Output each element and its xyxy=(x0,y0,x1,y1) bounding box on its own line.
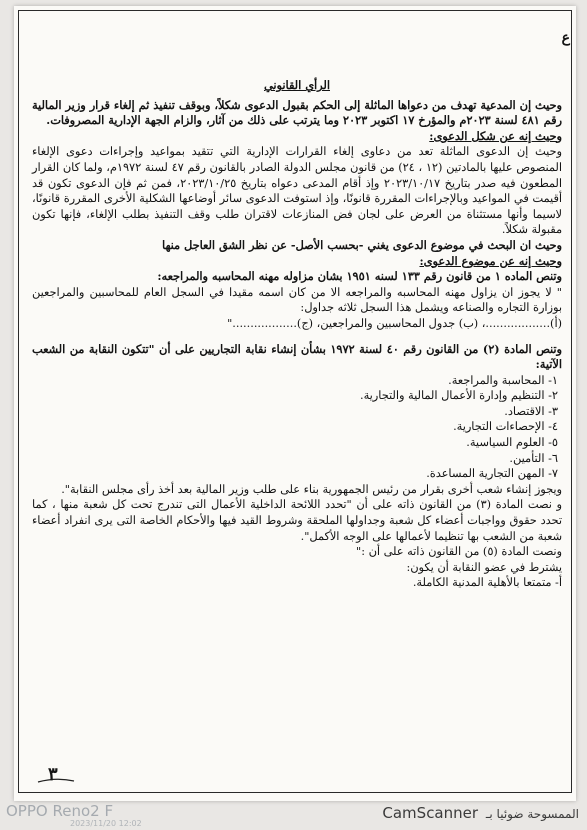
list-item: ٣- الاقتصاد. xyxy=(504,404,558,418)
paragraph-law-133: " لا يجوز ان يزاول مهنه المحاسبه والمراجعه الا من كان اسمه مقيدا في السجل العام للمحاسبين والمراجعين بوزارة التجاره والصناعه ويشمل هذا السجل ثلاثه جداول: xyxy=(32,285,562,315)
corner-mark: ع xyxy=(561,30,570,46)
list-item: ٧- المهن التجارية المساعدة. xyxy=(426,467,558,481)
paragraph-condition-a: أ- متمتعا بالأهلية المدنية الكاملة. xyxy=(412,576,562,590)
paragraph-conditions: يشترط في عضو النقابة أن يكون: xyxy=(406,560,562,574)
heading-law-40: وتنص المادة (٢) من القانون رقم ٤٠ لسنة ١٩٧٢ بشأن إنشاء نقابة التجاريين على أن "تتكون النقابة من الشعب الآتية: xyxy=(32,341,562,372)
page-number: ٣ xyxy=(48,764,58,785)
heading-subject: وحيث إنه عن موضوع الدعوى: xyxy=(419,253,562,268)
list-item: ٦- التأمين. xyxy=(509,451,558,465)
paragraph-claim: وحيث إن المدعية تهدف من دعواها الماثلة إلى الحكم بقبول الدعوى شكلاً، وبوقف تنفيذ ثم إلغاء قرار وزير المالية رقم ٤٨١ لسنة ٢٠٢٣م والمؤرخ ١٧ اكتوبر ٢٠٢٣ وما يترتب على ذلك من آثار، والزام الجهة الإدارية المصروفات. xyxy=(32,97,562,128)
list-item: ٥- العلوم السياسية. xyxy=(466,436,558,450)
list-item: ٢- التنظيم وإدارة الأعمال المالية والتجارية. xyxy=(360,389,558,403)
section-heading: الرأي القانوني xyxy=(263,78,330,92)
device-watermark: OPPO Reno2 F xyxy=(6,802,114,820)
paragraph-article-3: و نصت المادة (٣) من القانون ذاته على أن "تحدد اللائحة الداخلية الأعمال التى تندرج تحت كل شعبة منها ، كما تحدد حقوق وواجبات أعضاء كل شعبة وجداولها الملحقة وشروط القيد فيها والأحكام الخاصة التى يرى انفراد أعضاء شعبة من الشعب بها تنظيما لأعمالها على الوجه الأكمل". xyxy=(32,498,562,543)
heading-form: وحيث إنه عن شكل الدعوى: xyxy=(429,128,562,143)
heading-urgent: وحيث ان البحث في موضوع الدعوى يغني -بحسب الأصل- عن نظر الشق العاجل منها xyxy=(162,237,562,252)
heading-law-133: وتنص الماده ١ من قانون رقم ١٣٣ لسنه ١٩٥١ بشان مزاوله مهنه المحاسبه والمراجعه: xyxy=(157,269,562,284)
scanner-text: الممسوحة ضوئيا بـ xyxy=(485,807,579,821)
paragraph-form: وحيث إن الدعوى الماثلة تعد من دعاوى إلغاء القرارات الإدارية التي تتقيد بمواعيد وإجراءات دعوى الإلغاء المنصوص عليها بالمادتين (١٢ ، ٢٤) من قانون مجلس الدولة الصادر بالقانون رقم ٤٧ لسنة ١٩٧٢م، ولما كان القرار المطعون فيه صدر بتاريخ ٢٠٢٣/١٠/١٧ وإذ أقام المدعى دعواه بتاريخ ٢٠٢٣/١٠/٢٥، فمن ثم فإن الدعوى تكون قد أقيمت في المواعيد وبالإجراءات المقررة قانونًا، وإذ استوفت الدعوى سائر أوضاعها الشكلية الأخرى المقررة قانونًا، لاسيما وأنها مستثناة من العرض على لجان فض المنازعات لاقتران طلب وقف التنفيذ بطلب الإلغاء، فإنها تكون مقبولة شكلاً. xyxy=(32,145,563,237)
document-page xyxy=(14,6,576,801)
paragraph-new-branches: ويجوز إنشاء شعب أخرى بقرار من رئيس الجمهورية بناء على طلب وزير المالية بعد أخذ رأى مجلس النقابة". xyxy=(61,482,562,496)
list-item: ١- المحاسبة والمراجعة. xyxy=(448,373,558,387)
paragraph-article-5: ونصت المادة (٥) من القانون ذاته على أن :" xyxy=(356,545,562,559)
device-date: 2023/11/20 12:02 xyxy=(70,819,142,828)
scanner-brand: CamScanner xyxy=(382,804,479,822)
document-body xyxy=(32,78,562,591)
list-item: ٤- الإحصاءات التجارية. xyxy=(453,420,558,434)
paragraph-tables: (أ)..................، (ب) جدول المحاسبين والمراجعين، (ج).................." xyxy=(227,316,562,330)
scanner-watermark xyxy=(382,804,579,822)
